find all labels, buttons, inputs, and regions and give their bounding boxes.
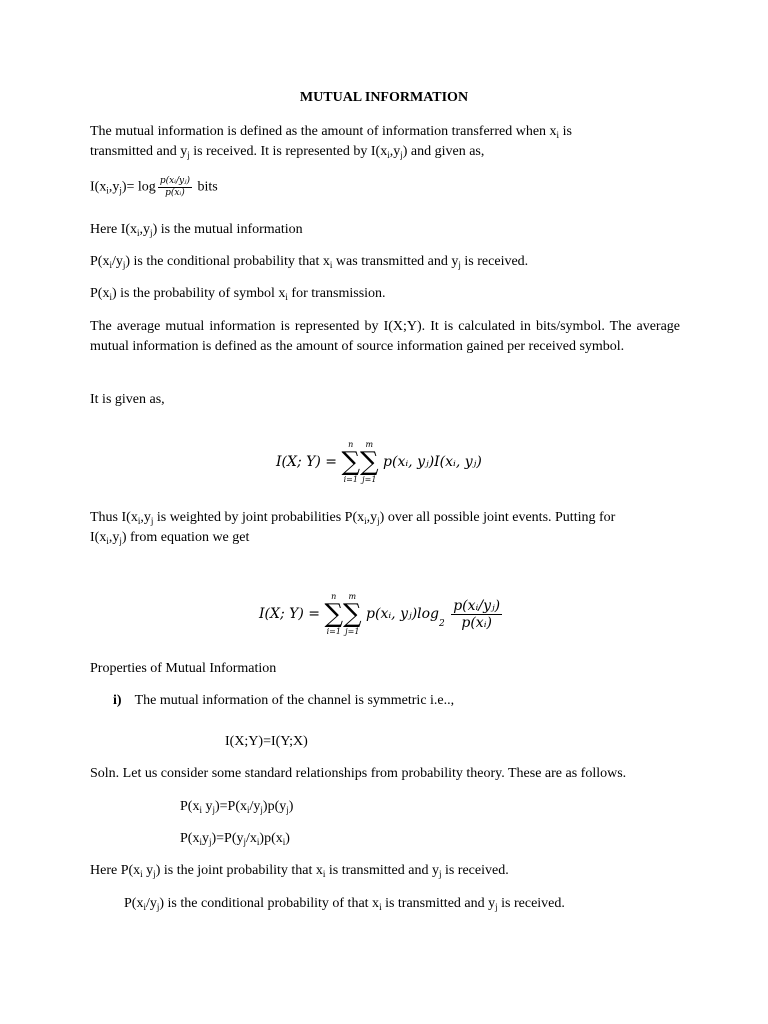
text: ) [288, 799, 294, 814]
thus-paragraph-line-2 [90, 528, 249, 548]
text: is weighted by joint probabilities P(x [153, 510, 365, 525]
subscript: i [329, 260, 333, 270]
text: /y [111, 254, 123, 269]
subscript: j [208, 837, 212, 847]
text: /x [246, 831, 257, 846]
intro-text: ,y [389, 144, 401, 159]
summation-i [341, 440, 360, 484]
text: is received. [441, 863, 509, 878]
eq-text: )= log [121, 179, 156, 195]
subscript: i [109, 292, 112, 302]
subscript: j [187, 150, 190, 160]
text: /y [145, 896, 157, 911]
eq-text: ,y [108, 179, 120, 195]
list-marker: i) [113, 693, 122, 708]
text: ,y [366, 510, 378, 525]
upper-limit: m [348, 592, 357, 601]
fraction-denominator: p(xᵢ) [165, 188, 185, 198]
text: P(x [90, 254, 110, 269]
intro-line-1 [90, 122, 572, 142]
text: ) over all possible joint events. Putting for [379, 510, 616, 525]
text: y [142, 863, 154, 878]
text: was transmitted and y [332, 254, 459, 269]
subscript: i [137, 228, 140, 238]
subscript: j [153, 869, 156, 879]
subscript: 2 [439, 619, 445, 629]
property-item-1 [113, 691, 454, 711]
eq-rhs: p(xᵢ, yⱼ)log [366, 606, 440, 622]
subscript: j [150, 228, 153, 238]
lower-limit: j=1 [345, 627, 360, 636]
upper-limit: m [365, 440, 374, 449]
text: ,y [140, 510, 151, 525]
text: )=P(x [214, 799, 247, 814]
sigma-symbol: ∑ [324, 599, 344, 629]
text: for transmission. [287, 286, 386, 301]
text: ,y [139, 222, 151, 237]
lower-limit: i=1 [343, 475, 358, 484]
text: ) from equation we get [121, 530, 250, 545]
subscript: i [143, 902, 146, 912]
subscript: j [122, 260, 126, 270]
sigma-symbol: ∑ [360, 447, 379, 477]
solution-text: Soln. Let us consider some standard relationships from probability theory. These are as follows. [90, 766, 627, 781]
text: )=P(y [211, 831, 244, 846]
subscript: j [119, 185, 122, 196]
subscript: i [387, 150, 390, 160]
subscript: i [140, 869, 143, 879]
subscript: i [247, 805, 250, 815]
text: P(x [180, 831, 200, 846]
text: ) is the conditional probability that x [125, 254, 330, 269]
subscript: j [212, 805, 215, 815]
page-title: MUTUAL INFORMATION [299, 90, 469, 105]
properties-heading: Properties of Mutual Information [90, 661, 277, 676]
given-as-text: It is given as, [90, 392, 165, 407]
eq-lhs: I(X; Y) = [276, 454, 338, 470]
intro-text: ) and given as, [402, 144, 485, 159]
intro-text: The mutual information is defined as the amount of information transferred when x [90, 124, 557, 139]
lower-limit: i=1 [326, 627, 341, 636]
lower-limit: j=1 [362, 475, 377, 484]
subscript: i [379, 902, 382, 912]
text: ) is the joint probability that x [155, 863, 323, 878]
sigma-symbol: ∑ [341, 447, 361, 477]
upper-limit: n [331, 592, 337, 601]
subscript: j [377, 516, 380, 526]
summation-j [360, 440, 379, 484]
subscript: i [322, 869, 326, 879]
text: is received. [460, 254, 529, 269]
sigma-symbol: ∑ [343, 599, 362, 629]
text: ,y [108, 530, 120, 545]
intro-text: is received. It is represented by I(x [189, 144, 388, 159]
eq-rhs: p(xᵢ, yⱼ)I(xᵢ, yⱼ) [383, 454, 482, 470]
upper-limit: n [348, 440, 354, 449]
subscript: j [438, 869, 442, 879]
fraction-numerator: p(xᵢ/yⱼ) [159, 176, 190, 186]
eq-text: I(x [90, 179, 107, 195]
conditional-probability-definition-2 [124, 894, 565, 914]
symmetry-equation: I(X;Y)=I(Y;X) [225, 734, 308, 749]
text: Here I(x [90, 222, 138, 237]
subscript: i [199, 805, 202, 815]
joint-probability-definition [90, 861, 509, 881]
text: P(x [90, 286, 110, 301]
subscript: i [109, 260, 112, 270]
average-mutual-info-paragraph: The average mutual information is represented by I(X;Y). It is calculated in bits/symbol. The average mutual information is defined as the amount of source information gained per received symbol. [90, 319, 680, 354]
subscript: j [243, 837, 247, 847]
fraction-numerator: p(xᵢ/yⱼ) [453, 597, 501, 614]
subscript: i [556, 130, 560, 140]
text: ) [285, 831, 290, 846]
here-definition [90, 220, 303, 240]
text: ) is the conditional probability of that x [159, 896, 380, 911]
subscript: j [156, 902, 160, 912]
text: is transmitted and y [381, 896, 496, 911]
subscript: j [495, 902, 498, 912]
subscript: i [106, 536, 109, 546]
intro-text: is [559, 124, 572, 139]
conditional-probability-definition [90, 252, 528, 272]
text: ) is the mutual information [152, 222, 303, 237]
intro-text: transmitted and y [90, 144, 188, 159]
relation-1 [180, 797, 293, 817]
subscript: i [282, 837, 286, 847]
text: ) is the probability of symbol x [111, 286, 286, 301]
text: )p(x [259, 831, 283, 846]
text: /y [249, 799, 261, 814]
eq-lhs: I(X; Y) = [259, 606, 321, 622]
subscript: i [137, 516, 141, 526]
text: is transmitted and y [325, 863, 439, 878]
text: y [201, 831, 209, 846]
text: I(x [90, 530, 107, 545]
subscript: i [199, 837, 202, 847]
intro-line-2 [90, 142, 484, 162]
thus-paragraph [90, 508, 678, 528]
subscript: j [260, 805, 263, 815]
log-fraction [158, 176, 192, 199]
summation-j [343, 592, 362, 636]
property-text: The mutual information of the channel is symmetric i.e.., [134, 693, 455, 708]
subscript: j [458, 260, 461, 270]
equation-mutual-info [90, 176, 218, 199]
subscript: j [119, 536, 122, 546]
subscript: j [150, 516, 154, 526]
subscript: i [256, 837, 260, 847]
text: P(x [180, 799, 200, 814]
equation-average-mutual-info-log [259, 592, 504, 636]
equation-average-mutual-info [276, 440, 482, 484]
subscript: i [106, 185, 109, 196]
relation-2 [180, 829, 290, 849]
text: is received. [497, 896, 565, 911]
subscript: i [285, 292, 288, 302]
symbol-probability-definition [90, 284, 386, 304]
subscript: i [364, 516, 367, 526]
text: P(x [124, 896, 144, 911]
summation-i [324, 592, 343, 636]
text: y [201, 799, 213, 814]
subscript: j [400, 150, 403, 160]
unit-label: bits [193, 179, 218, 195]
text: Here P(x [90, 863, 141, 878]
log-fraction [451, 598, 502, 631]
text: Thus I(x [90, 510, 138, 525]
subscript: j [286, 805, 289, 815]
fraction-denominator: p(xᵢ) [461, 614, 492, 631]
text: )p(y [262, 799, 287, 814]
